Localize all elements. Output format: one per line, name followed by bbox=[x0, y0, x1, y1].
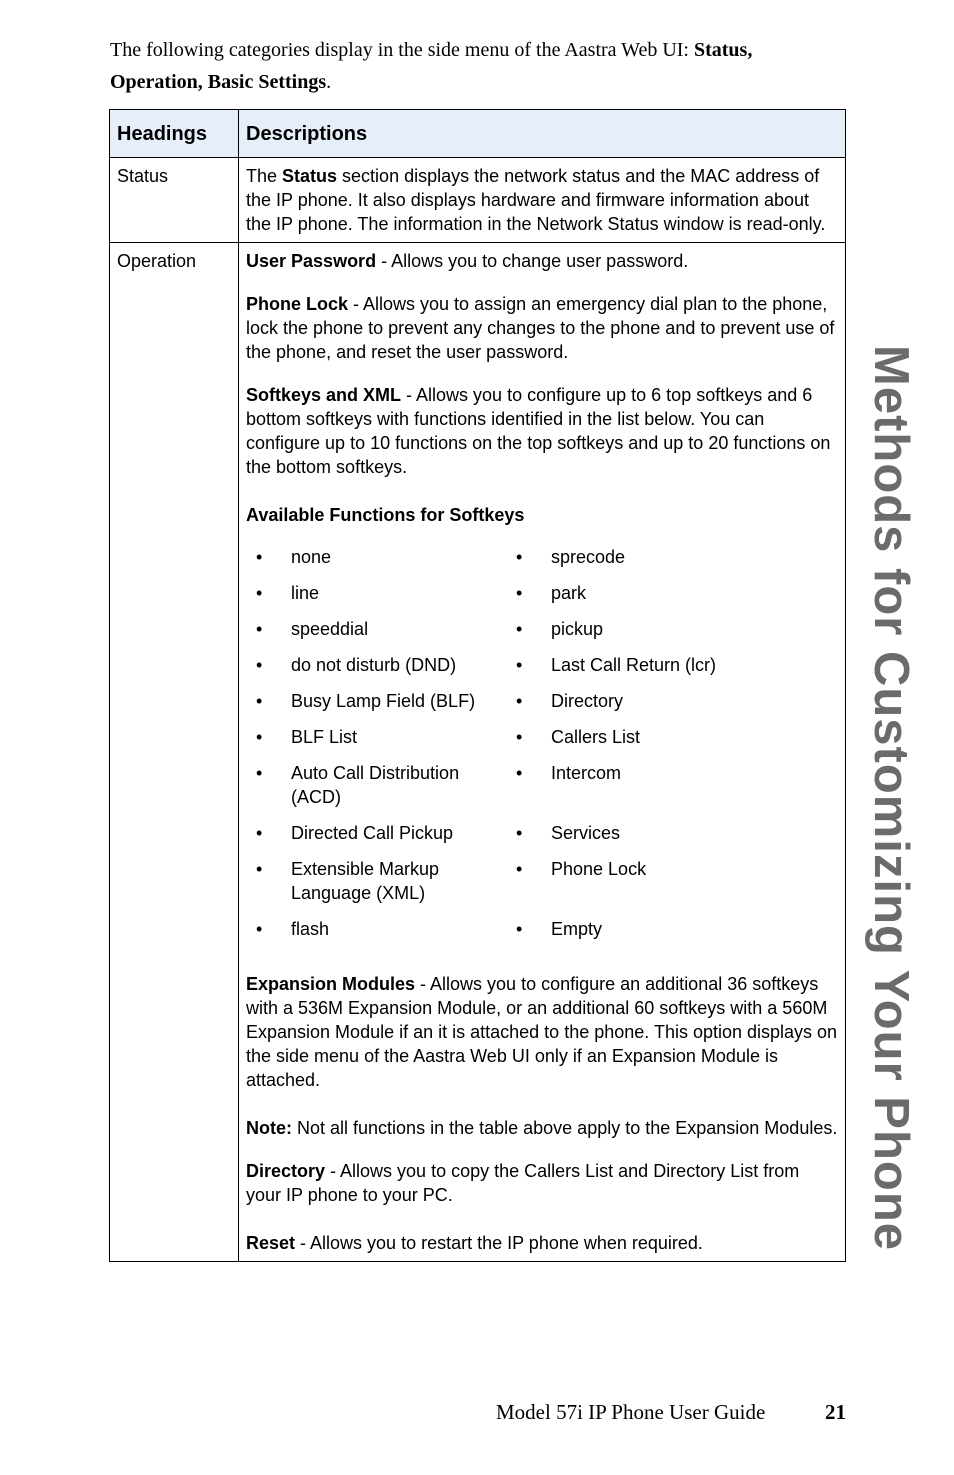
bullet: • bbox=[256, 859, 263, 879]
list-item bbox=[246, 581, 506, 605]
operation-description bbox=[239, 243, 846, 1262]
list-item bbox=[506, 581, 838, 605]
function-name: line bbox=[291, 583, 320, 603]
bullet: • bbox=[516, 763, 523, 783]
list-item bbox=[506, 821, 838, 845]
bullet: • bbox=[256, 919, 263, 939]
bullet: • bbox=[516, 823, 523, 843]
note-item bbox=[246, 1116, 838, 1140]
bullet: • bbox=[516, 919, 523, 939]
header-descriptions: Descriptions bbox=[239, 110, 846, 158]
user-password-item bbox=[246, 249, 838, 273]
functions-title: Available Functions for Softkeys bbox=[246, 505, 525, 525]
directory-label: Directory bbox=[246, 1161, 326, 1181]
reset-text: - Allows you to restart the IP phone when required. bbox=[295, 1233, 703, 1253]
function-name: flash bbox=[291, 919, 330, 939]
status-heading: Status bbox=[110, 158, 239, 243]
softkeys-label: Softkeys and XML bbox=[246, 385, 402, 405]
function-name: Directory bbox=[551, 691, 624, 711]
list-item bbox=[246, 725, 506, 749]
list-item bbox=[246, 545, 506, 569]
list-item bbox=[246, 689, 506, 713]
list-item bbox=[246, 653, 506, 677]
bullet: • bbox=[256, 655, 263, 675]
list-item bbox=[506, 689, 838, 713]
phone-lock-text: - Allows you to assign an emergency dial plan to the phone, lock the phone to prevent any changes to the phone and to prevent use of the phone, and reset the user password. bbox=[246, 294, 835, 362]
bullet: • bbox=[256, 619, 263, 639]
functions-list bbox=[246, 545, 838, 953]
note-label: Note: bbox=[246, 1118, 292, 1138]
bullet: • bbox=[516, 859, 523, 879]
function-name: Empty bbox=[551, 919, 603, 939]
list-item bbox=[506, 545, 838, 569]
list-item bbox=[506, 761, 838, 809]
bullet: • bbox=[516, 727, 523, 747]
list-item bbox=[246, 857, 506, 905]
expansion-label: Expansion Modules bbox=[246, 974, 416, 994]
note-text: Not all functions in the table above apply to the Expansion Modules. bbox=[292, 1118, 838, 1138]
operation-heading: Operation bbox=[110, 243, 239, 1262]
list-item bbox=[246, 617, 506, 641]
list-item bbox=[506, 617, 838, 641]
expansion-item bbox=[246, 972, 838, 1092]
bullet: • bbox=[516, 547, 523, 567]
phone-lock-label: Phone Lock bbox=[246, 294, 349, 314]
bullet: • bbox=[256, 727, 263, 747]
intro-text: The following categories display in the side menu of the Aastra Web UI: bbox=[110, 39, 694, 61]
page-number: 21 bbox=[825, 1400, 846, 1424]
list-item bbox=[506, 725, 838, 749]
function-name: none bbox=[291, 547, 332, 567]
bullet: • bbox=[516, 655, 523, 675]
function-name: Phone Lock bbox=[551, 859, 647, 879]
list-item bbox=[246, 917, 506, 941]
bullet: • bbox=[516, 691, 523, 711]
bullet: • bbox=[256, 691, 263, 711]
function-name: Callers List bbox=[551, 727, 641, 747]
intro-bold: Status, Operation, Basic Settings bbox=[110, 39, 753, 93]
table-header-row bbox=[110, 110, 846, 158]
function-name: Extensible Markup Language (XML) bbox=[291, 859, 440, 903]
reset-item bbox=[246, 1231, 838, 1255]
function-name: sprecode bbox=[551, 547, 626, 567]
bullet: • bbox=[256, 583, 263, 603]
intro-end: . bbox=[326, 71, 332, 93]
list-item bbox=[506, 653, 838, 677]
list-item bbox=[506, 917, 838, 941]
function-name: Auto Call Distribution (ACD) bbox=[291, 763, 460, 807]
intro-paragraph bbox=[110, 34, 830, 98]
status-bold: Status bbox=[282, 166, 338, 186]
list-item bbox=[506, 857, 838, 905]
function-name: Busy Lamp Field (BLF) bbox=[291, 691, 476, 711]
function-name: Intercom bbox=[551, 763, 622, 783]
reset-label: Reset bbox=[246, 1233, 296, 1253]
status-pre: The bbox=[246, 166, 283, 186]
categories-table bbox=[109, 109, 846, 1262]
bullet: • bbox=[256, 823, 263, 843]
function-name: BLF List bbox=[291, 727, 358, 747]
function-name: park bbox=[551, 583, 587, 603]
directory-text: - Allows you to copy the Callers List and Directory List from your IP phone to your PC. bbox=[246, 1161, 800, 1205]
list-item bbox=[246, 821, 506, 845]
softkeys-item bbox=[246, 383, 838, 479]
list-item bbox=[246, 761, 506, 809]
function-name: Last Call Return (lcr) bbox=[551, 655, 717, 675]
header-headings: Headings bbox=[110, 110, 239, 158]
bullet: • bbox=[516, 619, 523, 639]
status-post: section displays the network status and the MAC address of the IP phone. It also displays hardware and firmware information about the IP phone. The information in the Network Status window is read-only. bbox=[246, 166, 826, 234]
side-chapter-title: Methods for Customizing Your Phone bbox=[864, 345, 918, 1251]
phone-lock-item bbox=[246, 292, 838, 364]
bullet: • bbox=[516, 583, 523, 603]
directory-item bbox=[246, 1159, 838, 1207]
function-name: pickup bbox=[551, 619, 604, 639]
function-name: Services bbox=[551, 823, 621, 843]
bullet: • bbox=[256, 547, 263, 567]
table-row bbox=[110, 158, 846, 243]
table-row bbox=[110, 243, 846, 1262]
bullet: • bbox=[256, 763, 263, 783]
softkeys-text: - Allows you to configure up to 6 top softkeys and 6 bottom softkeys with functions identified in the list below. You can configure up to 10 functions on the top softkeys and up to 20 functions on the bottom softkeys. bbox=[246, 385, 831, 477]
expansion-text: - Allows you to configure an additional 36 softkeys with a 536M Expansion Module, or an additional 60 softkeys with a 560M Expansion Module if an it is attached to the phone. This option displays on the side menu of the Aastra Web UI only if an Expansion Module is attached. bbox=[246, 974, 838, 1090]
function-name: do not disturb (DND) bbox=[291, 655, 457, 675]
function-name: speeddial bbox=[291, 619, 369, 639]
function-name: Directed Call Pickup bbox=[291, 823, 454, 843]
status-description bbox=[239, 158, 846, 243]
footer-guide-title: Model 57i IP Phone User Guide bbox=[496, 1400, 766, 1424]
user-password-label: User Password bbox=[246, 251, 377, 271]
user-password-text: - Allows you to change user password. bbox=[376, 251, 689, 271]
